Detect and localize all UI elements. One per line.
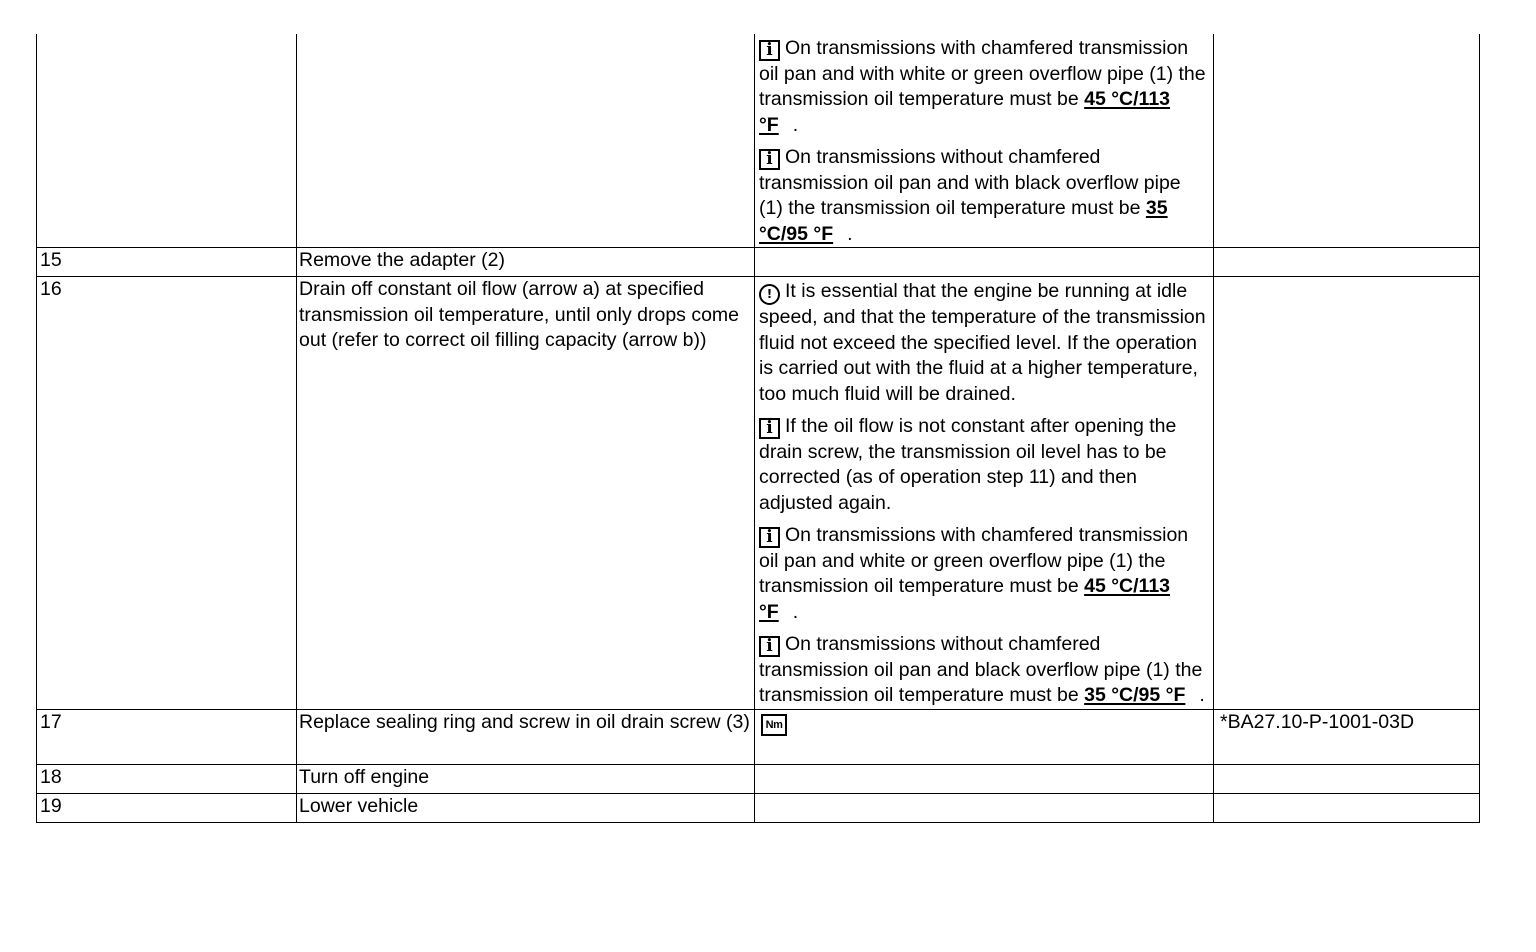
reference-cell xyxy=(1214,764,1480,793)
table-row xyxy=(37,709,1480,764)
operation-cell: Turn off engine xyxy=(297,764,755,793)
info-icon: i xyxy=(759,527,780,548)
notes-cell xyxy=(755,793,1214,822)
step-number-cell: 15 xyxy=(37,248,297,277)
note-text: On transmissions with chamfered transmission oil pan and white or green overflow pipe (1) the transmission oil temperature must be xyxy=(759,524,1189,597)
reference-cell xyxy=(1214,793,1480,822)
note-text: If the oil flow is not constant after opening the drain screw, the transmission oil level has to be corrected (as of operation step 11) and then adjusted again. xyxy=(759,415,1177,514)
info-note: i On transmissions without chamfered transmission oil pan and with black overflow pipe (1) the transmission oil temperature must be 35 °C/95 °F . xyxy=(759,146,1181,245)
table-row xyxy=(37,248,1480,277)
notes-cell xyxy=(755,709,1214,764)
temperature-value[interactable]: 35 °C/95 °F xyxy=(759,197,1168,245)
operation-cell: Remove the adapter (2) xyxy=(297,248,755,277)
operation-cell xyxy=(297,34,755,248)
operation-cell: Replace sealing ring and screw in oil drain screw (3) xyxy=(297,709,755,764)
temperature-value[interactable]: 35 °C/95 °F xyxy=(1084,684,1186,706)
table-row xyxy=(37,764,1480,793)
info-note: i On transmissions with chamfered transmission oil pan and with white or green overflow pipe (1) the transmission oil temperature must be 45 °C/113 °F . xyxy=(759,37,1206,136)
warning-icon: ! xyxy=(759,284,780,305)
table-row xyxy=(37,277,1480,710)
torque-nm-icon[interactable]: Nm xyxy=(761,714,787,736)
table-row xyxy=(37,793,1480,822)
temperature-value[interactable]: 45 °C/113 °F xyxy=(759,575,1171,623)
table-row xyxy=(37,34,1480,248)
note-text: On transmissions without chamfered transmission oil pan and with black overflow pipe (1) the transmission oil temperature must be xyxy=(759,146,1181,219)
info-icon: i xyxy=(759,418,780,439)
reference-cell xyxy=(1214,34,1480,248)
step-number-cell xyxy=(37,34,297,248)
notes-cell xyxy=(755,248,1214,277)
info-note xyxy=(759,414,1209,516)
note-text: On transmissions with chamfered transmission oil pan and with white or green overflow pipe (1) the transmission oil temperature must be xyxy=(759,37,1206,110)
operation-cell: Lower vehicle xyxy=(297,793,755,822)
notes-cell xyxy=(755,764,1214,793)
step-number-cell: 16 xyxy=(37,277,297,710)
step-number-cell: 19 xyxy=(37,793,297,822)
step-number-cell: 17 xyxy=(37,709,297,764)
reference-cell xyxy=(1214,277,1480,710)
document-reference-link[interactable]: *BA27.10-P-1001-03D xyxy=(1220,710,1415,733)
reference-cell xyxy=(1214,709,1480,764)
note-text: It is essential that the engine be running at idle speed, and that the temperature of the transmission fluid not exceed the specified level. If the operation is carried out with the fluid at a higher temperature, too much fluid will be drained. xyxy=(759,280,1206,405)
info-icon: i xyxy=(759,40,780,61)
reference-cell xyxy=(1214,248,1480,277)
info-icon: i xyxy=(759,149,780,170)
notes-cell xyxy=(755,277,1214,710)
warning-note xyxy=(759,279,1209,407)
operation-cell: Drain off constant oil flow (arrow a) at specified transmission oil temperature, until only drops come out (refer to correct oil filling capacity (arrow b)) xyxy=(297,277,755,710)
info-icon: i xyxy=(759,636,780,657)
info-note: i On transmissions without chamfered transmission oil pan and black overflow pipe (1) the transmission oil temperature must be 35 °C/95 °F . xyxy=(759,633,1205,706)
step-number-cell: 18 xyxy=(37,764,297,793)
note-text: On transmissions without chamfered transmission oil pan and black overflow pipe (1) the transmission oil temperature must be xyxy=(759,633,1203,706)
procedure-table xyxy=(36,34,1480,823)
info-note: i On transmissions with chamfered transmission oil pan and white or green overflow pipe (1) the transmission oil temperature must be 45 °C/113 °F . xyxy=(759,524,1189,623)
notes-cell xyxy=(755,34,1214,248)
temperature-value[interactable]: 45 °C/113 °F xyxy=(759,88,1171,136)
